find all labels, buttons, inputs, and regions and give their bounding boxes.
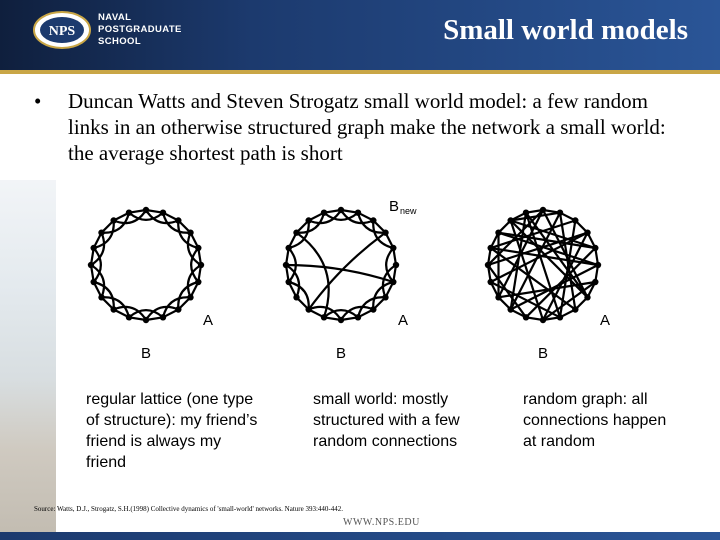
graph-node — [187, 229, 193, 235]
graph-node — [98, 294, 104, 300]
graph-node — [90, 279, 96, 285]
node-label-bnew-subscript: new — [400, 206, 417, 216]
graph-node — [584, 294, 590, 300]
graph-node — [523, 314, 529, 320]
graph-node — [495, 229, 501, 235]
slide-title: Small world models — [443, 14, 688, 46]
logo-line: POSTGRADUATE — [98, 24, 182, 35]
graph-node — [370, 217, 376, 223]
graph-node — [321, 209, 327, 215]
graph-node — [160, 209, 166, 215]
random-edge — [491, 248, 598, 265]
caption-regular-lattice: regular lattice (one type of structure): my friend’s friend is always my friend — [86, 391, 258, 471]
graph-node — [592, 279, 598, 285]
regular-lattice-graph — [88, 207, 213, 362]
footer-url: WWW.NPS.EDU — [343, 517, 420, 528]
graph-node — [175, 306, 181, 312]
graph-node — [293, 294, 299, 300]
node-label-a: A — [600, 312, 611, 329]
neighbor-arc — [129, 213, 163, 220]
graph-node — [390, 245, 396, 251]
caption-small-world: small world: mostly structured with a few random connections — [313, 391, 460, 450]
random-edge — [491, 248, 576, 309]
school-name — [98, 12, 182, 48]
graph-node — [382, 229, 388, 235]
graph-node — [175, 217, 181, 223]
neighbor-arc — [386, 248, 393, 282]
bullet-dot: • — [34, 89, 42, 113]
graph-node — [338, 317, 344, 323]
node-label-b: B — [336, 345, 347, 362]
graph-node — [355, 209, 361, 215]
caption-random-graph: random graph: all connections happen at random — [523, 391, 667, 450]
graph-node — [195, 245, 201, 251]
graph-node — [572, 217, 578, 223]
graph-node — [293, 229, 299, 235]
graph-node — [390, 279, 396, 285]
graph-node — [595, 262, 601, 268]
graph-node — [355, 314, 361, 320]
graph-node — [305, 306, 311, 312]
graph-node — [507, 306, 513, 312]
graph-node — [338, 207, 344, 213]
graph-node — [160, 314, 166, 320]
node-label-b: B — [538, 345, 549, 362]
graph-node — [88, 262, 94, 268]
graph-node — [283, 262, 289, 268]
header-divider — [0, 70, 720, 74]
graph-node — [592, 245, 598, 251]
graph-node — [198, 262, 204, 268]
graph-node — [382, 294, 388, 300]
neighbor-arc — [191, 248, 198, 282]
neighbor-arc — [94, 248, 101, 282]
graph-node — [90, 245, 96, 251]
graph-node — [557, 314, 563, 320]
graph-node — [487, 279, 493, 285]
graph-node — [98, 229, 104, 235]
source-citation: Source: Watts, D.J., Strogatz, S.H.(1998) Collective dynamics of 'small-world' networks. Nature 393:440-442. — [34, 505, 344, 513]
node-label-a: A — [398, 312, 409, 329]
graph-node — [507, 217, 513, 223]
graph-node — [143, 317, 149, 323]
footer-bar — [0, 532, 720, 540]
graph-node — [187, 294, 193, 300]
node-label-b: B — [141, 345, 152, 362]
graph-node — [195, 279, 201, 285]
campus-photo-strip — [0, 180, 56, 540]
graph-node — [487, 245, 493, 251]
graph-node — [143, 207, 149, 213]
graph-node — [540, 207, 546, 213]
svg-text:NPS: NPS — [48, 24, 76, 39]
graph-node — [305, 217, 311, 223]
graph-node — [321, 314, 327, 320]
random-graph — [485, 207, 610, 362]
graph-node — [540, 317, 546, 323]
graph-node — [126, 209, 132, 215]
node-label-a: A — [203, 312, 214, 329]
graph-node — [393, 262, 399, 268]
graph-node — [572, 306, 578, 312]
graph-node — [370, 306, 376, 312]
network-diagrams — [56, 182, 720, 382]
graph-node — [110, 217, 116, 223]
graph-node — [485, 262, 491, 268]
graph-node — [110, 306, 116, 312]
bullet-text: Duncan Watts and Steven Strogatz small world model: a few random links in an otherwise structured graph make the network a small world: the average shortest path is short — [68, 89, 666, 165]
neighbor-arc — [129, 310, 163, 317]
neighbor-arc — [324, 310, 358, 317]
small-world-graph — [283, 198, 417, 362]
graph-node — [126, 314, 132, 320]
graph-node — [495, 294, 501, 300]
neighbor-arc — [324, 213, 358, 220]
graph-node — [285, 245, 291, 251]
logo-line: NAVAL — [98, 12, 132, 23]
graph-node — [557, 209, 563, 215]
nps-seal-logo — [32, 10, 92, 50]
graph-node — [523, 209, 529, 215]
logo-line: SCHOOL — [98, 36, 142, 47]
graph-node — [285, 279, 291, 285]
graph-node — [584, 229, 590, 235]
node-label-bnew: B — [389, 198, 400, 215]
slide-header — [0, 0, 720, 70]
